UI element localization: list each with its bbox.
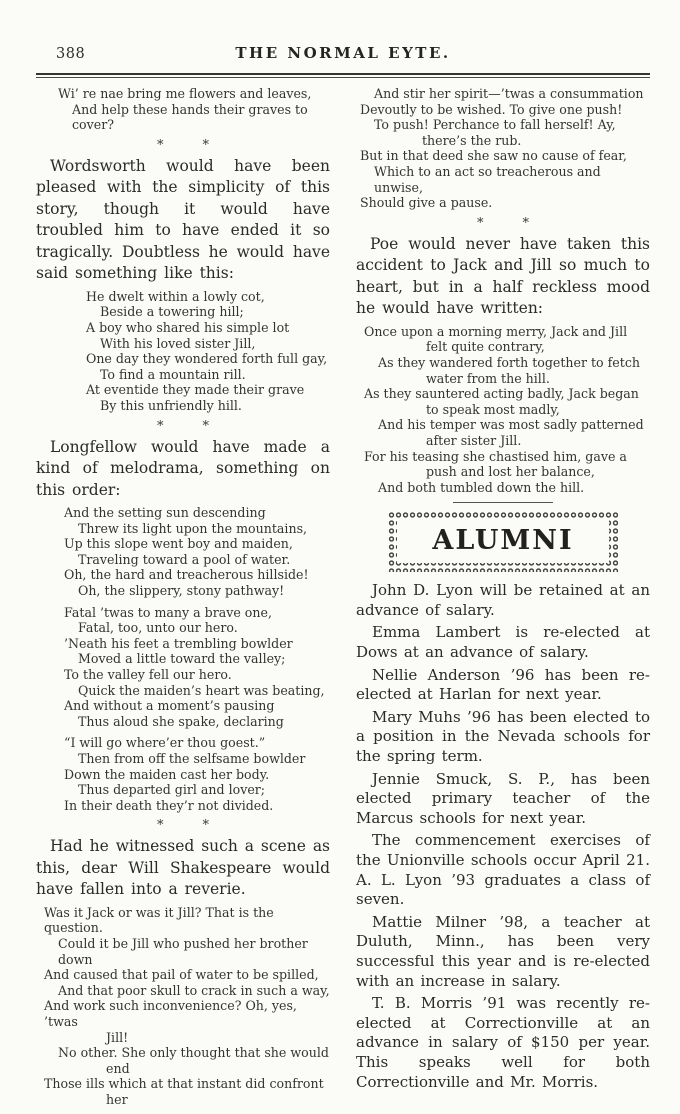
alumni-paragraph: Nellie Anderson ’96 has been re-elected at Harlan for next year. <box>356 665 650 704</box>
page-number: 388 <box>56 46 86 62</box>
verse-line: At eventide they made their grave <box>86 382 305 398</box>
verse-line: And that poor skull to crack in such a way, <box>58 982 330 998</box>
verse-line: And caused that pail of water to be spilled, <box>44 967 319 983</box>
verse-line: And without a moment’s pausing <box>64 698 275 714</box>
verse-line: Thus departed girl and lover; <box>78 782 266 798</box>
wordsworth-poem <box>86 289 330 414</box>
verse-line: felt quite contrary, <box>426 339 545 355</box>
verse-line: Wi’ re nae bring me flowers and leaves, <box>58 86 312 101</box>
shakespeare-verse <box>44 905 330 1108</box>
verse-line: For his teasing she chastised him, gave a <box>364 448 627 464</box>
verse-line: Then from off the selfsame bowlder <box>78 750 306 766</box>
alumni-notes <box>356 581 650 1092</box>
verse-line: Jill! <box>106 1029 129 1045</box>
shakespeare-paragraph: Had he witnessed such a scene as this, dear Will Shakespeare would have fallen into a reverie. <box>36 837 331 899</box>
verse-line: To find a mountain rill. <box>100 366 246 382</box>
text-columns <box>36 86 650 1114</box>
verse-line: Traveling toward a pool of water. <box>78 551 291 567</box>
verse-line: But in that deed she saw no cause of fear, <box>360 148 627 164</box>
verse-line: Beside a towering hill; <box>100 304 244 320</box>
left-column <box>36 86 330 1114</box>
alumni-banner <box>397 520 609 563</box>
opening-verse <box>58 86 330 133</box>
journal-title: THE NORMAL EYTE. <box>235 44 451 62</box>
verse-line: As they wandered forth together to fetch <box>378 354 640 370</box>
alumni-section-title: ALUMNI <box>432 525 574 557</box>
alumni-paragraph: Jennie Smuck, S. P., has been elected primary teacher of the Marcus schools for next year. <box>356 769 650 827</box>
verse-line: Which to an act so treacherous and unwise, <box>374 163 601 195</box>
verse-line: And his temper was most sadly patterned <box>378 417 644 433</box>
verse-line: Was it Jack or was it Jill? That is the question. <box>44 904 274 936</box>
longfellow-poem-stanza-1 <box>64 505 330 599</box>
verse-line: With his loved sister Jill, <box>100 335 256 351</box>
verse-line: No other. She only thought that she would <box>58 1045 329 1061</box>
verse-line: Fatal ’twas to many a brave one, <box>64 604 272 620</box>
verse-line: And stir her spirit—’twas a consummation <box>374 86 644 101</box>
verse-line: Could it be Jill who pushed her brother down <box>58 936 308 967</box>
verse-line: after sister Jill. <box>426 432 522 448</box>
verse-line: end <box>106 1060 130 1076</box>
alumni-banner-ornamental-border <box>388 511 618 572</box>
verse-line: By this unfriendly hill. <box>100 397 242 413</box>
verse-line: A boy who shared his simple lot <box>86 319 290 335</box>
masthead <box>36 44 650 68</box>
right-column <box>356 86 650 1114</box>
verse-line: to speak most madly, <box>426 401 560 417</box>
section-divider-rule <box>453 502 553 503</box>
verse-line: To the valley fell our hero. <box>64 666 232 682</box>
wordsworth-paragraph: Wordsworth would have been pleased with the simplicity of this story, though it would have troubled him to have ended it so tragically. Doubtless he would have said something like this: <box>36 156 330 283</box>
verse-line: Moved a little toward the valley; <box>78 651 286 667</box>
verse-line: And both tumbled down the hill. <box>378 479 585 495</box>
alumni-paragraph: John D. Lyon will be retained at an advance of salary. <box>356 581 650 619</box>
alumni-paragraph: Mary Muhs ’96 has been elected to a position in the Nevada schools for the spring term. <box>356 707 650 766</box>
verse-line: water from the hill. <box>426 370 550 386</box>
verse-line: And the setting sun descending <box>64 505 266 521</box>
alumni-paragraph: T. B. Morris ’91 was recently re-elected at Correctionville at an advance in salary of $150 per year. This speaks well for both Correctionville and Mr. Morris. <box>356 994 650 1091</box>
header-rule-thin <box>36 77 650 78</box>
verse-line: Down the maiden cast her body. <box>64 766 270 782</box>
verse-line: Fatal, too, unto our hero. <box>78 620 238 636</box>
verse-line: Devoutly to be wished. To give one push! <box>360 101 623 117</box>
verse-line: And help these hands their graves to cover? <box>72 101 308 133</box>
poe-paragraph: Poe would never have taken this accident to Jack and Jill so much to heart, but in a half reckless mood he would have written: <box>356 234 650 318</box>
star-separator: * * <box>157 137 209 153</box>
verse-line: there’s the rub. <box>422 132 522 148</box>
star-separator: * * <box>157 818 209 834</box>
longfellow-poem-stanza-2 <box>64 605 330 730</box>
verse-line: Thus aloud she spake, declaring <box>78 713 284 729</box>
verse-line: Oh, the hard and treacherous hillside! <box>64 567 309 583</box>
longfellow-paragraph: Longfellow would have made a kind of melodrama, something on this order: <box>36 437 330 499</box>
verse-line: He dwelt within a lowly cot, <box>86 288 265 304</box>
verse-line: And work such inconvenience? Oh, yes, ’twas <box>44 998 297 1029</box>
verse-line: To push! Perchance to fall herself! Ay, <box>374 117 616 133</box>
star-separator: * * <box>477 215 529 231</box>
verse-line: Quick the maiden’s heart was beating, <box>78 682 325 698</box>
verse-line: Threw its light upon the mountains, <box>78 520 308 536</box>
verse-line: One day they wondered forth full gay, <box>86 351 328 367</box>
alumni-paragraph: Emma Lambert is re-elected at Dows at an advance of salary. <box>356 623 650 662</box>
longfellow-poem-stanza-3 <box>64 735 330 813</box>
alumni-paragraph: Mattie Milner ’98, a teacher at Duluth, Minn., has been very successful this year and is re-elected with an increase in salary. <box>356 912 650 990</box>
verse-line: “I will go where’er thou goest.” <box>64 735 266 751</box>
alumni-paragraph: The commencement exercises of the Unionville schools occur April 21. A. L. Lyon ’93 graduates a class of seven. <box>356 831 650 909</box>
verse-line: push and lost her balance, <box>426 464 595 480</box>
verse-line: As they sauntered acting badly, Jack began <box>364 386 639 402</box>
verse-line: Up this slope went boy and maiden, <box>64 536 293 552</box>
verse-line: Once upon a morning merry, Jack and Jill <box>364 323 628 339</box>
verse-line: ’Neath his feet a trembling bowlder <box>64 635 293 651</box>
verse-line: Those ills which at that instant did confront <box>44 1076 324 1092</box>
verse-line: In their death they’r not divided. <box>64 797 274 813</box>
verse-line: her <box>106 1091 128 1107</box>
verse-line: Oh, the slippery, stony pathway! <box>78 583 285 598</box>
shakespeare-verse-continuation <box>360 86 650 211</box>
poe-poem <box>364 324 650 496</box>
star-separator: * * <box>157 418 209 434</box>
header-rule-thick <box>36 73 650 75</box>
verse-line: Should give a pause. <box>360 195 493 211</box>
